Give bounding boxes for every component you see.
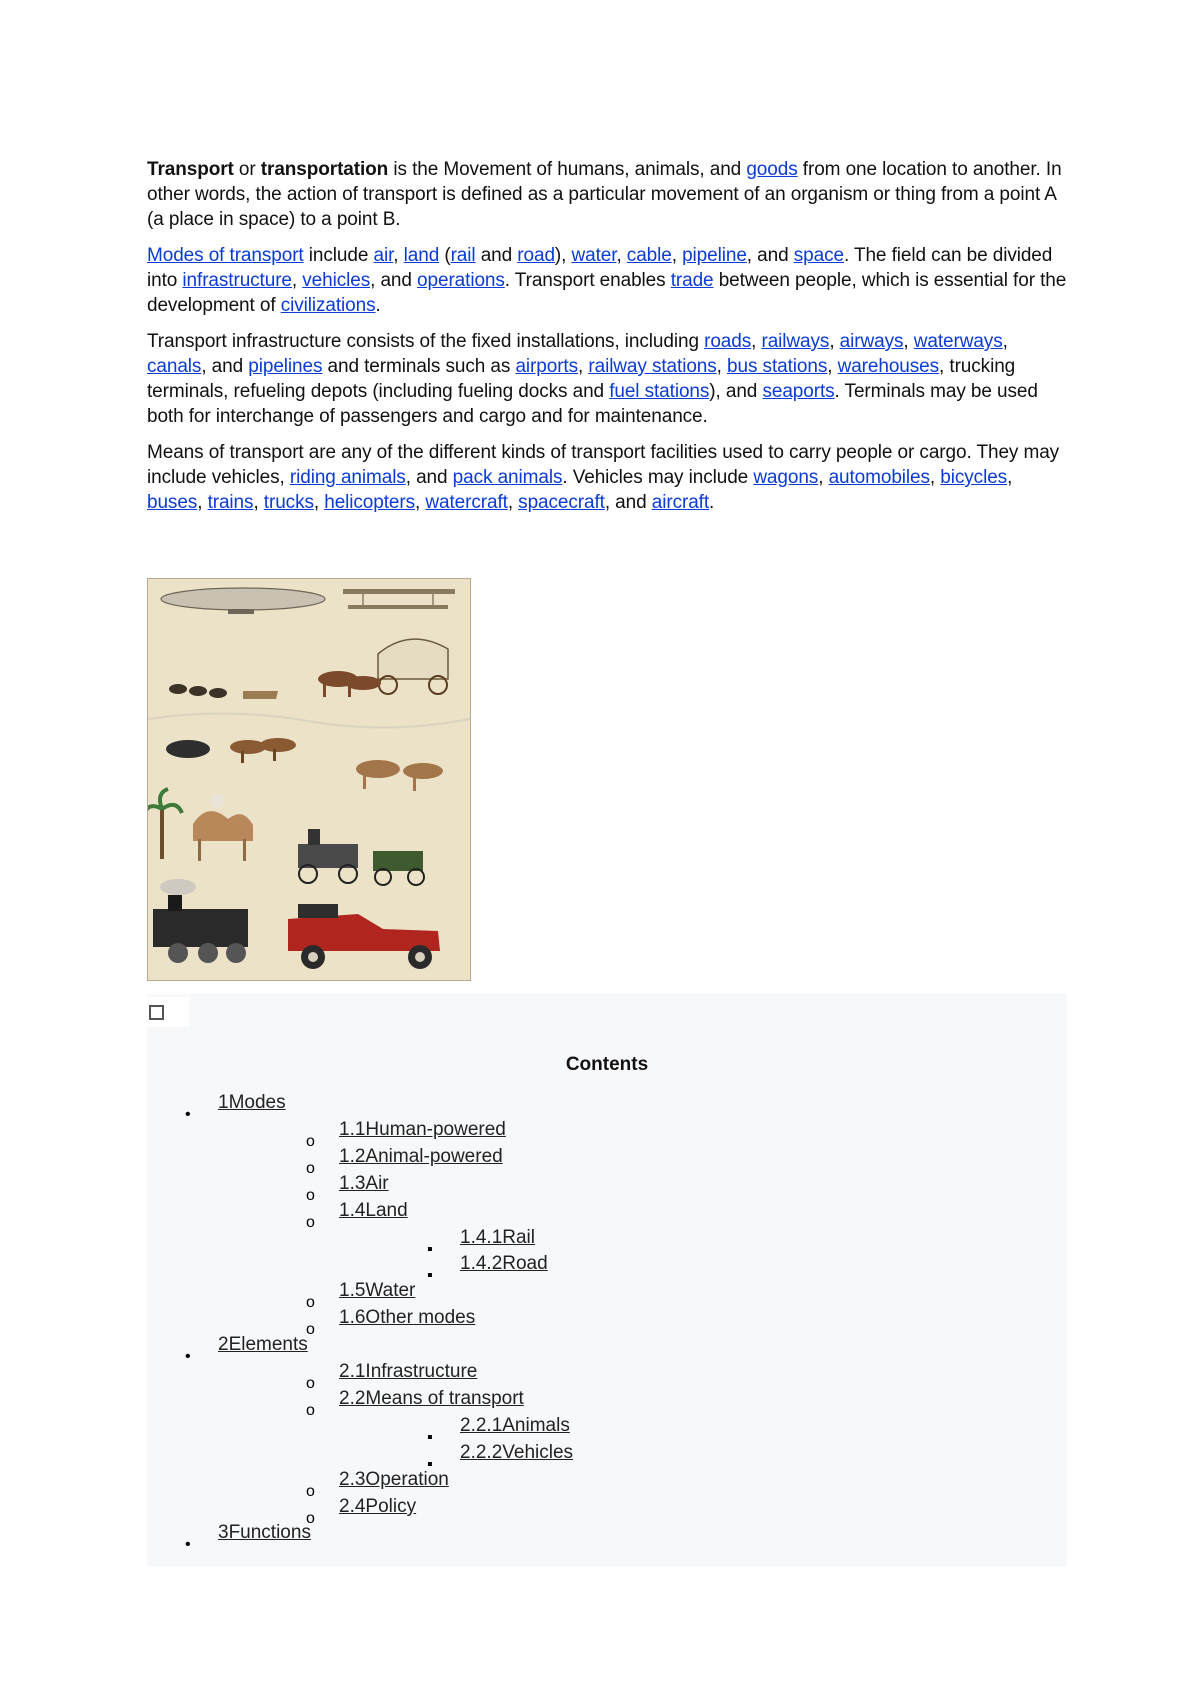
link-bus-stations[interactable]: bus stations [727, 356, 828, 377]
text-run: , [818, 467, 829, 488]
toc-bullet: ▪ [427, 1241, 433, 1258]
toc-bullet: • [185, 1106, 191, 1123]
link-railway-stations[interactable]: railway stations [588, 356, 717, 377]
text-run: , [903, 331, 914, 352]
text-run: and terminals such as [322, 356, 516, 377]
link-cable[interactable]: cable [626, 245, 672, 266]
toc-link[interactable]: 3Functions [218, 1522, 311, 1543]
toc-entry [460, 1441, 573, 1465]
toc-link[interactable]: 2Elements [218, 1334, 308, 1355]
link-bicycles[interactable]: bicycles [940, 467, 1008, 488]
text-run: or [233, 159, 261, 180]
link-trade[interactable]: trade [670, 270, 714, 291]
link-watercraft[interactable]: watercraft [425, 492, 508, 513]
toc-bullet: ▪ [427, 1429, 433, 1446]
text-run: , and [370, 270, 418, 291]
link-fuel-stations[interactable]: fuel stations [609, 381, 710, 402]
toc-bullet: • [185, 1536, 191, 1553]
link-infrastructure[interactable]: infrastructure [182, 270, 292, 291]
link-pack-animals[interactable]: pack animals [452, 467, 563, 488]
text-run: . [375, 295, 381, 316]
text-run: Transport infrastructure consists of the fixed installations, including [147, 331, 705, 352]
toc-entry [460, 1226, 535, 1250]
link-pipelines[interactable]: pipelines [248, 356, 323, 377]
toc-bullet: o [306, 1294, 315, 1311]
text-run: is the Movement of humans, animals, and [388, 159, 747, 180]
toc-link[interactable]: 1Modes [218, 1092, 286, 1113]
link-buses[interactable]: buses [147, 492, 198, 513]
text-run: , [1007, 467, 1013, 488]
link-pipeline[interactable]: pipeline [682, 245, 747, 266]
toc-link[interactable]: 2.3Operation [339, 1469, 449, 1490]
toc-bullet: o [306, 1402, 315, 1419]
text-run: , [313, 492, 325, 513]
link-automobiles[interactable]: automobiles [828, 467, 930, 488]
toc-link[interactable]: 1.1Human-powered [339, 1119, 506, 1140]
text-run: . Transport enables [504, 270, 671, 291]
text-run: , and [604, 492, 652, 513]
text-run: , [415, 492, 426, 513]
toc-bullet: o [306, 1375, 315, 1392]
link-road[interactable]: road [517, 245, 555, 266]
text-run: , [827, 356, 838, 377]
link-spacecraft[interactable]: spacecraft [518, 492, 605, 513]
text-run: ( [439, 245, 451, 266]
toc-link[interactable]: 2.1Infrastructure [339, 1361, 478, 1382]
text-run: , and [405, 467, 453, 488]
bold-term-transport: Transport [147, 159, 234, 180]
text-run: , [829, 331, 840, 352]
toc-link[interactable]: 1.6Other modes [339, 1307, 476, 1328]
text-run: ), and [709, 381, 763, 402]
article-body [147, 157, 1067, 526]
toc-bullet: ▪ [427, 1267, 433, 1284]
text-run: , [616, 245, 627, 266]
toc-entry [339, 1279, 415, 1303]
link-canals[interactable]: canals [147, 356, 202, 377]
text-run: . [709, 492, 715, 513]
toc-bullet: ▪ [427, 1456, 433, 1473]
link-modes-of-transport[interactable]: Modes of transport [147, 245, 304, 266]
link-airports[interactable]: airports [515, 356, 579, 377]
toc-link[interactable]: 2.2Means of transport [339, 1388, 524, 1409]
text-run: include [303, 245, 374, 266]
toc-bullet: • [185, 1348, 191, 1365]
text-run: , [578, 356, 589, 377]
toc-link[interactable]: 1.4.1Rail [460, 1227, 535, 1248]
link-operations[interactable]: operations [417, 270, 505, 291]
checkbox-icon[interactable] [149, 1005, 164, 1020]
text-run: and [475, 245, 518, 266]
text-run: between people, which is essential for the development of [147, 270, 1067, 316]
link-warehouses[interactable]: warehouses [837, 356, 940, 377]
link-waterways[interactable]: waterways [913, 331, 1003, 352]
bold-term-transportation: transportation [260, 159, 389, 180]
link-civilizations[interactable]: civilizations [280, 295, 376, 316]
text-run: , and [746, 245, 794, 266]
text-run: , [197, 492, 208, 513]
text-run: ), [554, 245, 572, 266]
text-run: , [253, 492, 264, 513]
link-vehicles[interactable]: vehicles [302, 270, 371, 291]
link-rail[interactable]: rail [450, 245, 476, 266]
toc-entry [339, 1118, 506, 1142]
text-run: , and [201, 356, 249, 377]
toc-link[interactable]: 2.2.1Animals [460, 1415, 570, 1436]
text-run: , [716, 356, 728, 377]
toc-link[interactable]: 1.2Animal-powered [339, 1146, 503, 1167]
text-run: , [507, 492, 519, 513]
toc-link[interactable]: 1.4Land [339, 1200, 408, 1221]
toc-entry [339, 1360, 477, 1384]
toc-entry [339, 1387, 524, 1411]
infrastructure-paragraph [147, 329, 1067, 429]
text-run: , [751, 331, 762, 352]
toc-title: Contents [565, 1054, 649, 1075]
biplane-shape [343, 589, 455, 594]
toc-entry [339, 1306, 475, 1330]
modes-paragraph [147, 243, 1067, 318]
link-railways[interactable]: railways [761, 331, 830, 352]
link-seaports[interactable]: seaports [762, 381, 835, 402]
link-wagons[interactable]: wagons [753, 467, 819, 488]
link-aircraft[interactable]: aircraft [651, 492, 710, 513]
text-run: Means of transport are any of the different kinds of transport facilities used to carry people or cargo. They may include vehicles, [147, 442, 1060, 488]
toc-entry [339, 1495, 416, 1519]
toc-entry [218, 1091, 286, 1115]
text-run: , [291, 270, 303, 291]
toc-entry [460, 1414, 570, 1438]
toc-entry [460, 1252, 548, 1276]
toc-entry [339, 1145, 503, 1169]
text-run: , trucking terminals, refueling depots (including fueling docks and [147, 356, 1016, 402]
toc-entry [339, 1468, 449, 1492]
toc-bullet: o [306, 1133, 315, 1150]
text-run: . The field can be divided into [147, 245, 1053, 291]
toc-bullet: o [306, 1187, 315, 1204]
intro-paragraph [147, 157, 1067, 232]
transport-illustration-drawing [148, 579, 470, 980]
text-run: . Terminals may be used both for interchange of passengers and cargo and for maintenance. [147, 381, 1038, 427]
toc-entry [218, 1333, 308, 1357]
link-space[interactable]: space [793, 245, 844, 266]
toc-link[interactable]: 1.5Water [339, 1280, 416, 1301]
link-land[interactable]: land [403, 245, 440, 266]
link-water[interactable]: water [571, 245, 617, 266]
text-run: . Vehicles may include [562, 467, 754, 488]
link-goods[interactable]: goods [746, 159, 798, 180]
link-helicopters[interactable]: helicopters [324, 492, 416, 513]
text-run: from one location to another. In other words, the action of transport is defined as a particular movement of an organism or thing from a point A (a place in space) to a point B. [147, 159, 1062, 230]
transport-illustration [147, 578, 471, 981]
link-airways[interactable]: airways [839, 331, 904, 352]
toc-bullet: o [306, 1321, 315, 1338]
means-paragraph [147, 440, 1067, 515]
toc-bullet: o [306, 1483, 315, 1500]
toc-link[interactable]: 2.4Policy [339, 1496, 417, 1517]
toc-entry [218, 1521, 311, 1545]
toc-bullet: o [306, 1160, 315, 1177]
toc-link[interactable]: 2.2.2Vehicles [460, 1442, 574, 1463]
text-run: , [1002, 331, 1008, 352]
text-run: , [393, 245, 404, 266]
link-trucks[interactable]: trucks [263, 492, 314, 513]
toc-link[interactable]: 1.3Air [339, 1173, 389, 1194]
airship-shape [161, 588, 325, 610]
link-air[interactable]: air [373, 245, 394, 266]
link-riding-animals[interactable]: riding animals [289, 467, 406, 488]
link-trains[interactable]: trains [207, 492, 254, 513]
toc-panel [147, 994, 1067, 1566]
link-roads[interactable]: roads [704, 331, 752, 352]
text-run: , [671, 245, 683, 266]
toc-link[interactable]: 1.4.2Road [460, 1253, 548, 1274]
text-run: , [929, 467, 941, 488]
toc-entry [339, 1172, 389, 1196]
toc-toggle[interactable] [147, 997, 189, 1027]
toc-bullet: o [306, 1214, 315, 1231]
toc-entry [339, 1199, 408, 1223]
toc-bullet: o [306, 1510, 315, 1527]
